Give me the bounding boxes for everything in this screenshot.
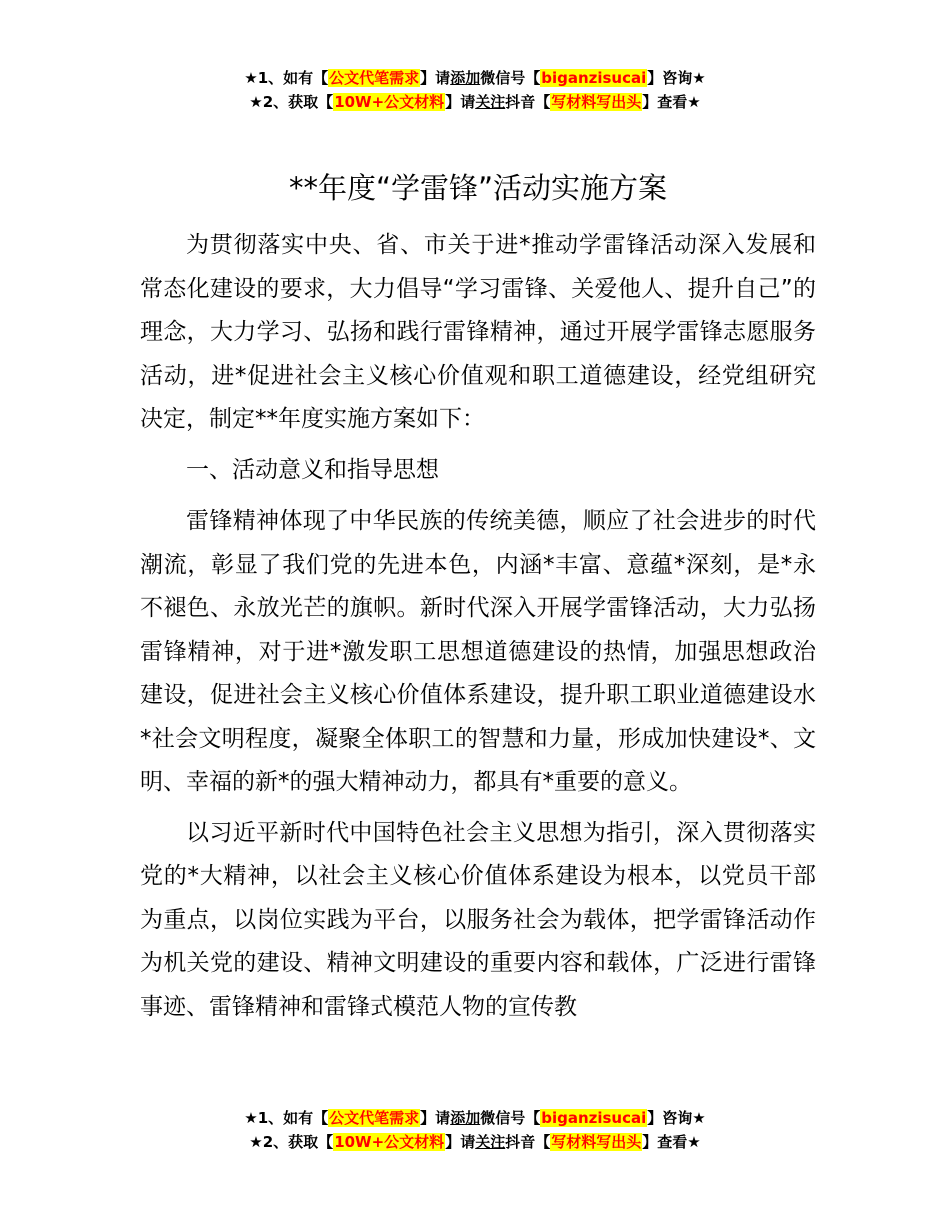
footer-banner xyxy=(0,1106,950,1154)
banner-highlight: 10W+公文材料 xyxy=(334,93,445,111)
banner-text: 】查看★ xyxy=(642,1133,701,1151)
document-title: **年度“学雷锋”活动实施方案 xyxy=(288,171,668,205)
banner-line-1 xyxy=(0,1106,950,1130)
banner-underline: 添加 xyxy=(450,69,481,87)
banner-text: ★1、如有【 xyxy=(244,1109,329,1127)
banner-highlight: 写材料写出头 xyxy=(551,93,642,111)
banner-text: 抖音【 xyxy=(505,1133,551,1151)
banner-highlight: 公文代笔需求 xyxy=(329,69,420,87)
body-paragraph: 以习近平新时代中国特色社会主义思想为指引，深入贯彻落实党的*大精神，以社会主义核心价值体系建设为根本，以党员干部为重点，以岗位实践为平台，以服务社会为载体，把学雷锋活动作为机关党的建设、精神文明建设的重要内容和载体，广泛进行雷锋事迹、雷锋精神和雷锋式模范人物的宣传教 xyxy=(140,819,816,1020)
banner-underline: 关注 xyxy=(475,1133,506,1151)
header-banner xyxy=(0,66,950,114)
banner-highlight: 写材料写出头 xyxy=(551,1133,642,1151)
body-paragraph: 雷锋精神体现了中华民族的传统美德，顺应了社会进步的时代潮流，彰显了我们党的先进本色，内涵*丰富、意蕴*深刻，是*永不褪色、永放光芒的旗帜。新时代深入开展学雷锋活动，大力弘扬雷锋精神，对于进*激发职工思想道德建设的热情，加强思想政治建设，促进社会主义核心价值体系建设，提升职工职业道德建设水*社会文明程度，凝聚全体职工的智慧和力量，形成加快建设*、文明、幸福的新*的强大精神动力，都具有*重要的意义。 xyxy=(140,508,816,795)
banner-text: 】咨询★ xyxy=(647,1109,706,1127)
banner-line-2 xyxy=(0,90,950,114)
banner-highlight: 公文代笔需求 xyxy=(329,1109,420,1127)
banner-text: 】请 xyxy=(445,1133,476,1151)
banner-line-1 xyxy=(0,66,950,90)
banner-text: 】咨询★ xyxy=(647,69,706,87)
banner-text: 】请 xyxy=(420,69,451,87)
banner-highlight: biganzisucai xyxy=(541,1109,647,1127)
intro-paragraph: 为贯彻落实中央、省、市关于进*推动学雷锋活动深入发展和常态化建设的要求，大力倡导“学习雷锋、关爱他人、提升自己”的理念，大力学习、弘扬和践行雷锋精神，通过开展学雷锋志愿服务活动，进*促进社会主义核心价值观和职工道德建设，经党组研究决定，制定**年度实施方案如下： xyxy=(140,232,816,432)
section-heading: 一、活动意义和指导思想 xyxy=(186,456,439,483)
banner-text: 】请 xyxy=(445,93,476,111)
banner-text: 微信号【 xyxy=(480,1109,541,1127)
banner-text: ★2、获取【 xyxy=(249,93,334,111)
document-body xyxy=(140,166,816,1036)
banner-highlight: 10W+公文材料 xyxy=(334,1133,445,1151)
banner-underline: 关注 xyxy=(475,93,506,111)
banner-highlight: biganzisucai xyxy=(541,69,647,87)
banner-text: 微信号【 xyxy=(480,69,541,87)
banner-line-2 xyxy=(0,1130,950,1154)
banner-text: ★2、获取【 xyxy=(249,1133,334,1151)
banner-text: 】查看★ xyxy=(642,93,701,111)
banner-underline: 添加 xyxy=(450,1109,481,1127)
banner-text: ★1、如有【 xyxy=(244,69,329,87)
banner-text: 】请 xyxy=(420,1109,451,1127)
banner-text: 抖音【 xyxy=(505,93,551,111)
